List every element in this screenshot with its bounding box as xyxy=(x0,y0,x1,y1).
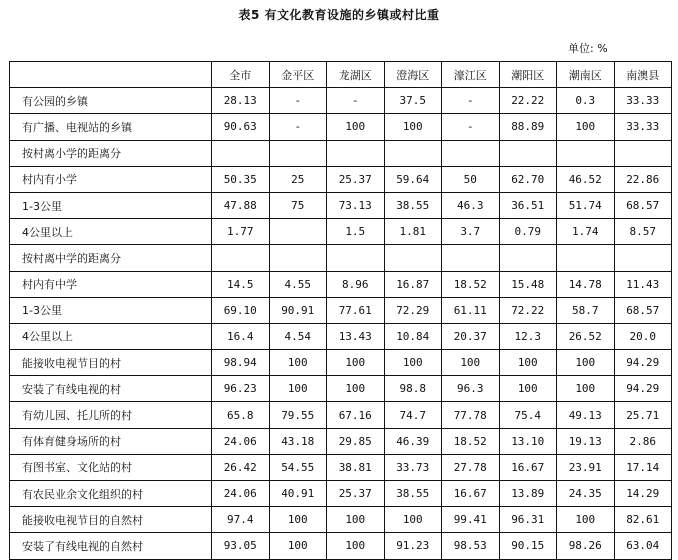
table-cell: 100 xyxy=(384,114,442,140)
table-cell: 72.22 xyxy=(499,297,557,323)
table-cell: 38.55 xyxy=(384,192,442,218)
table-cell: 96.31 xyxy=(499,507,557,533)
row-label: 4公里以上 xyxy=(10,219,212,245)
table-cell: 28.13 xyxy=(212,88,270,114)
table-cell: - xyxy=(269,114,327,140)
table-cell: 100 xyxy=(557,507,615,533)
table-cell: 93.05 xyxy=(212,533,270,559)
table-row xyxy=(10,481,672,507)
table-cell: 13.43 xyxy=(327,323,385,349)
table-row xyxy=(10,166,672,192)
row-label: 有幼儿园、托儿所的村 xyxy=(10,402,212,428)
table-cell: 100 xyxy=(327,114,385,140)
header-cell: 潮阳区 xyxy=(499,62,557,88)
table-row xyxy=(10,454,672,480)
table-cell: 68.57 xyxy=(614,297,672,323)
table-cell: 38.81 xyxy=(327,454,385,480)
row-label: 安装了有线电视的自然村 xyxy=(10,533,212,559)
table-cell: 37.5 xyxy=(384,88,442,114)
row-label: 村内有小学 xyxy=(10,166,212,192)
table-cell: 46.52 xyxy=(557,166,615,192)
table-cell xyxy=(499,140,557,166)
table-cell: 15.48 xyxy=(499,271,557,297)
table-cell: 100 xyxy=(442,350,500,376)
unit-label: 单位: % xyxy=(568,42,608,55)
table-row xyxy=(10,140,672,166)
table-cell: 100 xyxy=(327,376,385,402)
table-cell: 33.33 xyxy=(614,88,672,114)
header-cell: 全市 xyxy=(212,62,270,88)
table-cell xyxy=(269,245,327,271)
table-cell: 4.55 xyxy=(269,271,327,297)
table-cell: 36.51 xyxy=(499,192,557,218)
header-cell: 澄海区 xyxy=(384,62,442,88)
table-cell: 100 xyxy=(384,507,442,533)
table-cell: 49.13 xyxy=(557,402,615,428)
table-cell: 11.43 xyxy=(614,271,672,297)
table-cell: 3.7 xyxy=(442,219,500,245)
table-cell: 90.91 xyxy=(269,297,327,323)
table-cell xyxy=(269,140,327,166)
table-cell: 25.37 xyxy=(327,481,385,507)
table-cell: 100 xyxy=(327,533,385,559)
table-cell: 58.7 xyxy=(557,297,615,323)
table-row xyxy=(10,428,672,454)
header-row xyxy=(10,62,672,88)
table-cell: - xyxy=(442,88,500,114)
table-cell xyxy=(384,245,442,271)
row-label: 1-3公里 xyxy=(10,297,212,323)
row-label: 安装了有线电视的村 xyxy=(10,376,212,402)
table-cell: 75 xyxy=(269,192,327,218)
table-row xyxy=(10,192,672,218)
table-cell: 54.55 xyxy=(269,454,327,480)
table-row xyxy=(10,297,672,323)
table-cell: 100 xyxy=(499,376,557,402)
row-label: 按村离中学的距离分 xyxy=(10,245,212,271)
table-cell: 25 xyxy=(269,166,327,192)
table-cell: 100 xyxy=(557,376,615,402)
table-row xyxy=(10,323,672,349)
table-body xyxy=(10,88,672,559)
table-cell: 17.14 xyxy=(614,454,672,480)
table-cell: 24.35 xyxy=(557,481,615,507)
table-cell: 1.81 xyxy=(384,219,442,245)
row-label: 村内有中学 xyxy=(10,271,212,297)
table-cell: 67.16 xyxy=(327,402,385,428)
table-row xyxy=(10,402,672,428)
table-cell xyxy=(614,245,672,271)
table-cell xyxy=(557,140,615,166)
table-cell: 75.4 xyxy=(499,402,557,428)
table-cell: 98.8 xyxy=(384,376,442,402)
table-cell: 18.52 xyxy=(442,428,500,454)
table-cell: 16.87 xyxy=(384,271,442,297)
table-cell: 24.06 xyxy=(212,481,270,507)
table-cell: 50.35 xyxy=(212,166,270,192)
table-cell: 96.23 xyxy=(212,376,270,402)
table-cell: 63.04 xyxy=(614,533,672,559)
table-cell: 14.29 xyxy=(614,481,672,507)
table-row xyxy=(10,376,672,402)
row-label: 按村离小学的距离分 xyxy=(10,140,212,166)
table-cell xyxy=(384,140,442,166)
table-cell: 100 xyxy=(327,507,385,533)
table-row xyxy=(10,114,672,140)
table-cell: 26.52 xyxy=(557,323,615,349)
row-label: 有公园的乡镇 xyxy=(10,88,212,114)
table-cell: 68.57 xyxy=(614,192,672,218)
table-cell xyxy=(442,245,500,271)
table-row xyxy=(10,245,672,271)
table-cell: 43.18 xyxy=(269,428,327,454)
header-cell: 濠江区 xyxy=(442,62,500,88)
table-cell: 12.3 xyxy=(499,323,557,349)
table-cell: 1.74 xyxy=(557,219,615,245)
table-cell: 8.57 xyxy=(614,219,672,245)
table-cell: 77.61 xyxy=(327,297,385,323)
table-cell: 90.15 xyxy=(499,533,557,559)
header-cell: 龙湖区 xyxy=(327,62,385,88)
table-cell: 1.5 xyxy=(327,219,385,245)
row-label: 有图书室、文化站的村 xyxy=(10,454,212,480)
table-cell: 22.22 xyxy=(499,88,557,114)
row-label: 有体育健身场所的村 xyxy=(10,428,212,454)
table-cell: 74.7 xyxy=(384,402,442,428)
table-cell: 38.55 xyxy=(384,481,442,507)
table-cell: 100 xyxy=(269,350,327,376)
table-cell: 88.89 xyxy=(499,114,557,140)
table-cell: 26.42 xyxy=(212,454,270,480)
table-row xyxy=(10,219,672,245)
table-row xyxy=(10,88,672,114)
table-cell: 1.77 xyxy=(212,219,270,245)
table-cell: 0.79 xyxy=(499,219,557,245)
table-cell xyxy=(327,140,385,166)
table-cell: 14.78 xyxy=(557,271,615,297)
table-cell: 100 xyxy=(269,533,327,559)
table-cell: 8.96 xyxy=(327,271,385,297)
table-cell xyxy=(557,245,615,271)
table-cell xyxy=(614,140,672,166)
table-row xyxy=(10,507,672,533)
table-cell: 13.89 xyxy=(499,481,557,507)
table-cell: 98.26 xyxy=(557,533,615,559)
table-cell: 23.91 xyxy=(557,454,615,480)
table-cell: 14.5 xyxy=(212,271,270,297)
table-cell: 33.33 xyxy=(614,114,672,140)
table-row xyxy=(10,350,672,376)
table-cell: 100 xyxy=(557,114,615,140)
table-cell: 77.78 xyxy=(442,402,500,428)
table-cell: - xyxy=(327,88,385,114)
table-cell: 100 xyxy=(557,350,615,376)
table-cell: 94.29 xyxy=(614,376,672,402)
table-cell: 69.10 xyxy=(212,297,270,323)
table-cell: - xyxy=(269,88,327,114)
table-cell xyxy=(327,245,385,271)
table-cell: 100 xyxy=(269,376,327,402)
table-cell: 65.8 xyxy=(212,402,270,428)
table-cell: 73.13 xyxy=(327,192,385,218)
table-cell: 99.41 xyxy=(442,507,500,533)
row-label: 有广播、电视站的乡镇 xyxy=(10,114,212,140)
table-cell: 25.37 xyxy=(327,166,385,192)
row-label: 有农民业余文化组织的村 xyxy=(10,481,212,507)
table-cell: 0.3 xyxy=(557,88,615,114)
table-cell: 4.54 xyxy=(269,323,327,349)
header-cell xyxy=(10,62,212,88)
header-cell: 金平区 xyxy=(269,62,327,88)
row-label: 1-3公里 xyxy=(10,192,212,218)
table-cell: 40.91 xyxy=(269,481,327,507)
table-cell: 50 xyxy=(442,166,500,192)
table-cell xyxy=(269,219,327,245)
table-cell: 46.39 xyxy=(384,428,442,454)
table-cell: 98.53 xyxy=(442,533,500,559)
table-cell: 25.71 xyxy=(614,402,672,428)
table-cell: 96.3 xyxy=(442,376,500,402)
row-label: 能接收电视节目的村 xyxy=(10,350,212,376)
table-row xyxy=(10,271,672,297)
table-cell: 90.63 xyxy=(212,114,270,140)
table-cell: 61.11 xyxy=(442,297,500,323)
table-row xyxy=(10,533,672,559)
table-cell: 91.23 xyxy=(384,533,442,559)
table-cell: 19.13 xyxy=(557,428,615,454)
table-cell: 100 xyxy=(384,350,442,376)
table-cell xyxy=(212,245,270,271)
table-cell: 62.70 xyxy=(499,166,557,192)
table-cell: 16.67 xyxy=(442,481,500,507)
table-cell xyxy=(442,140,500,166)
table-cell: 46.3 xyxy=(442,192,500,218)
table-cell: 16.67 xyxy=(499,454,557,480)
table-cell: 100 xyxy=(269,507,327,533)
table-cell: 72.29 xyxy=(384,297,442,323)
table-cell: 51.74 xyxy=(557,192,615,218)
table-cell: 27.78 xyxy=(442,454,500,480)
table-cell: 98.94 xyxy=(212,350,270,376)
table-cell: 29.85 xyxy=(327,428,385,454)
row-label: 能接收电视节目的自然村 xyxy=(10,507,212,533)
table-cell: 47.88 xyxy=(212,192,270,218)
table-cell: 24.06 xyxy=(212,428,270,454)
data-table xyxy=(9,61,672,560)
table-cell: 20.0 xyxy=(614,323,672,349)
table-cell: 20.37 xyxy=(442,323,500,349)
table-cell xyxy=(212,140,270,166)
table-cell: 100 xyxy=(327,350,385,376)
row-label: 4公里以上 xyxy=(10,323,212,349)
table-cell: 100 xyxy=(499,350,557,376)
table-cell: 10.84 xyxy=(384,323,442,349)
table-cell: 16.4 xyxy=(212,323,270,349)
table-cell: 59.64 xyxy=(384,166,442,192)
table-cell: 2.86 xyxy=(614,428,672,454)
table-cell xyxy=(499,245,557,271)
table-cell: 33.73 xyxy=(384,454,442,480)
table-cell: 18.52 xyxy=(442,271,500,297)
table-cell: 94.29 xyxy=(614,350,672,376)
header-cell: 潮南区 xyxy=(557,62,615,88)
table-cell: 97.4 xyxy=(212,507,270,533)
header-cell: 南澳县 xyxy=(614,62,672,88)
table-cell: - xyxy=(442,114,500,140)
table-cell: 13.10 xyxy=(499,428,557,454)
table-title: 表5 有文化教育设施的乡镇或村比重 xyxy=(238,8,440,22)
table-cell: 82.61 xyxy=(614,507,672,533)
table-cell: 22.86 xyxy=(614,166,672,192)
table-cell: 79.55 xyxy=(269,402,327,428)
